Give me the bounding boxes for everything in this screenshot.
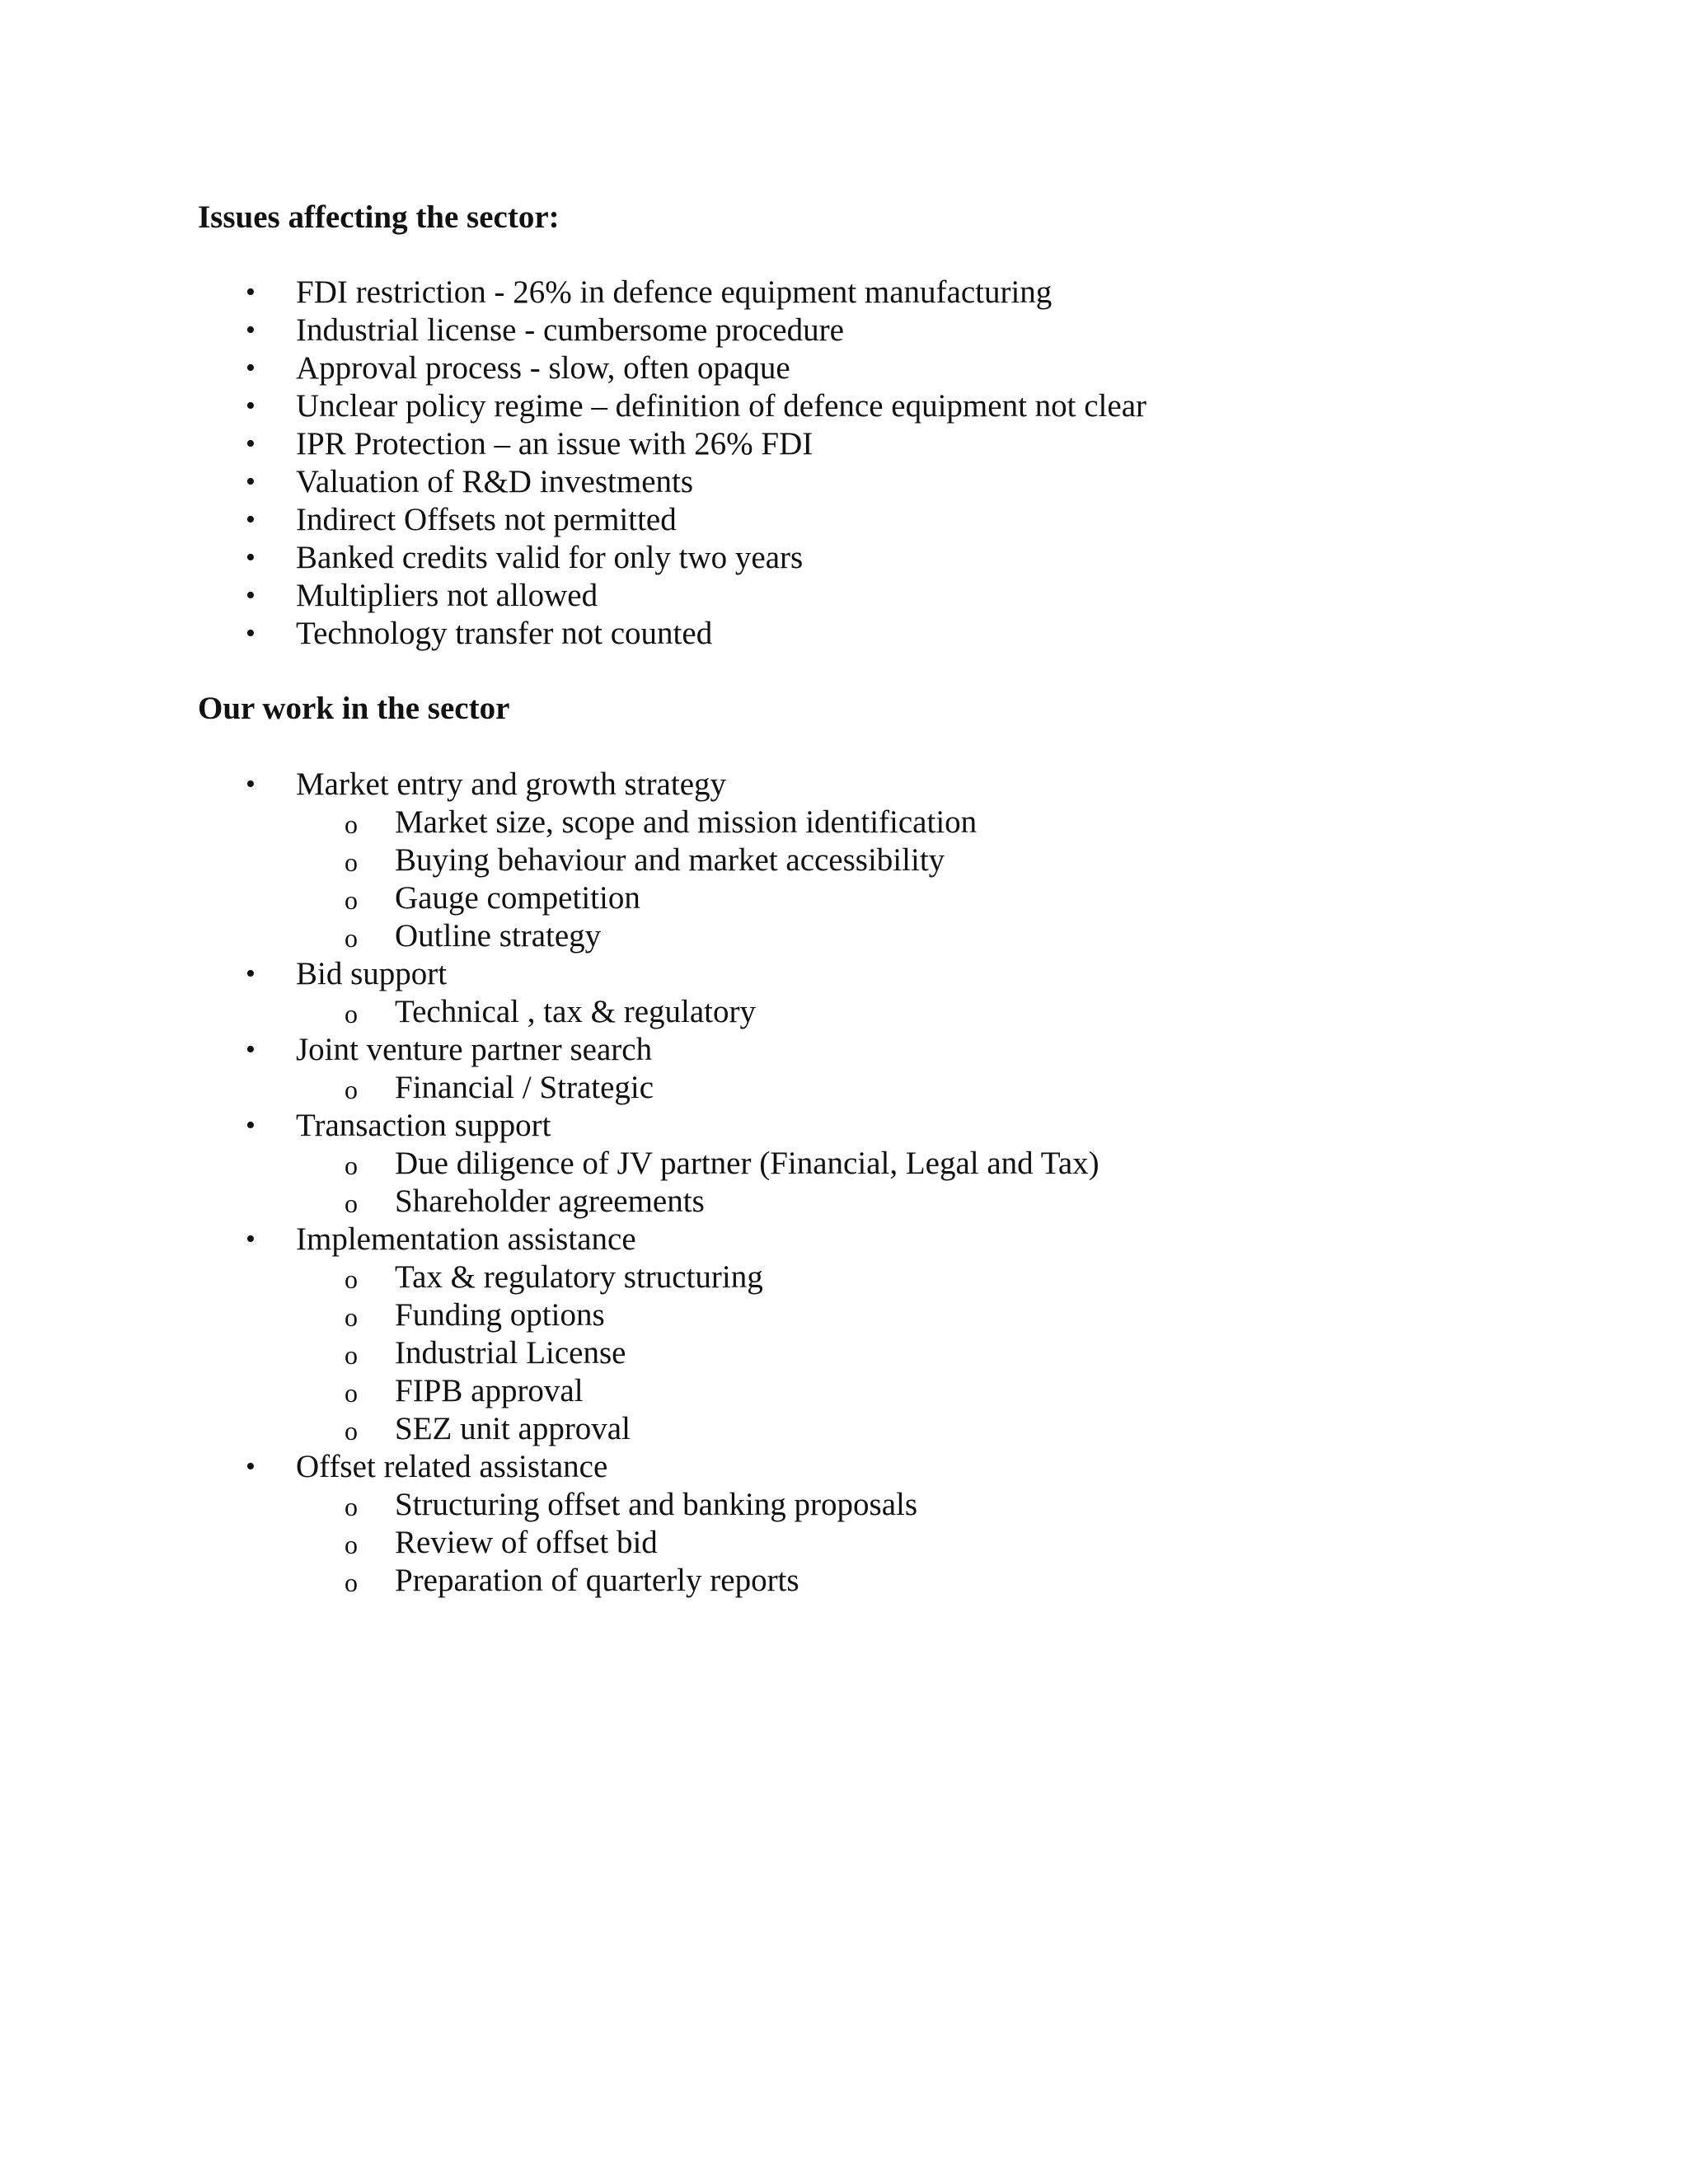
- sub-bullet-icon: o: [345, 1378, 358, 1408]
- bullet-icon: •: [246, 466, 256, 497]
- issue-item-text: Multipliers not allowed: [296, 578, 598, 613]
- work-item-text: Transaction support: [296, 1108, 551, 1143]
- work-subitem-text: Preparation of quarterly reports: [395, 1563, 799, 1598]
- sub-bullet-icon: o: [345, 1302, 358, 1332]
- work-subitem-text: Shareholder agreements: [395, 1183, 705, 1219]
- issue-item-text: FDI restriction - 26% in defence equipment manufacturing: [296, 274, 1053, 310]
- work-subitem-text: Structuring offset and banking proposals: [395, 1487, 918, 1522]
- sub-bullet-icon: o: [345, 1492, 358, 1521]
- work-item-text: Joint venture partner search: [296, 1032, 653, 1067]
- work-item-text: Offset related assistance: [296, 1449, 608, 1484]
- bullet-icon: •: [246, 542, 256, 573]
- sub-bullet-icon: o: [345, 1075, 358, 1104]
- issue-item-text: IPR Protection – an issue with 26% FDI: [296, 426, 814, 462]
- bullet-icon: •: [246, 1110, 256, 1141]
- work-item-text: Market entry and growth strategy: [296, 766, 727, 802]
- issue-item-text: Unclear policy regime – definition of defence equipment not clear: [296, 388, 1146, 424]
- issue-item-text: Industrial license - cumbersome procedure: [296, 312, 844, 348]
- bullet-icon: •: [246, 958, 256, 989]
- bullet-icon: •: [246, 429, 256, 459]
- section-heading-issues: Issues affecting the sector:: [198, 199, 560, 235]
- work-item-text: Bid support: [296, 956, 448, 991]
- sub-bullet-icon: o: [345, 1530, 358, 1559]
- bullet-icon: •: [246, 277, 256, 307]
- work-subitem-text: Outline strategy: [395, 918, 602, 954]
- bullet-icon: •: [246, 1034, 256, 1065]
- sub-bullet-icon: o: [345, 885, 358, 915]
- work-subitem-text: FIPB approval: [395, 1373, 584, 1408]
- section-heading-our-work: Our work in the sector: [198, 691, 510, 726]
- work-subitem-text: Tax & regulatory structuring: [395, 1259, 763, 1295]
- bullet-icon: •: [246, 391, 256, 421]
- issue-item-text: Approval process - slow, often opaque: [296, 350, 790, 386]
- sub-bullet-icon: o: [345, 809, 358, 839]
- work-subitem-text: Market size, scope and mission identification: [395, 804, 978, 840]
- work-subitem-text: Funding options: [395, 1297, 605, 1333]
- bullet-icon: •: [246, 315, 256, 345]
- bullet-icon: •: [246, 618, 256, 649]
- work-subitem-text: Gauge competition: [395, 880, 640, 916]
- work-subitem-text: Due diligence of JV partner (Financial, Legal and Tax): [395, 1146, 1100, 1181]
- bullet-icon: •: [246, 1451, 256, 1482]
- sub-bullet-icon: o: [345, 923, 358, 953]
- sub-bullet-icon: o: [345, 1568, 358, 1597]
- work-subitem-text: Buying behaviour and market accessibility: [395, 842, 945, 878]
- bullet-icon: •: [246, 580, 256, 611]
- sub-bullet-icon: o: [345, 1188, 358, 1218]
- work-subitem-text: Technical , tax & regulatory: [395, 994, 757, 1029]
- work-subitem-text: Financial / Strategic: [395, 1070, 654, 1105]
- issue-item-text: Indirect Offsets not permitted: [296, 502, 677, 537]
- bullet-icon: •: [246, 353, 256, 383]
- work-item-text: Implementation assistance: [296, 1221, 636, 1257]
- work-subitem-text: SEZ unit approval: [395, 1411, 631, 1446]
- work-subitem-text: Industrial License: [395, 1335, 626, 1371]
- sub-bullet-icon: o: [345, 1151, 358, 1180]
- issue-item-text: Technology transfer not counted: [296, 616, 713, 651]
- bullet-icon: •: [246, 1224, 256, 1254]
- sub-bullet-icon: o: [345, 1340, 358, 1370]
- issue-item-text: Banked credits valid for only two years: [296, 540, 804, 575]
- issue-item-text: Valuation of R&D investments: [296, 464, 694, 499]
- work-subitem-text: Review of offset bid: [395, 1525, 658, 1560]
- sub-bullet-icon: o: [345, 999, 358, 1029]
- sub-bullet-icon: o: [345, 1264, 358, 1294]
- sub-bullet-icon: o: [345, 847, 358, 877]
- bullet-icon: •: [246, 504, 256, 535]
- sub-bullet-icon: o: [345, 1416, 358, 1446]
- bullet-icon: •: [246, 769, 256, 799]
